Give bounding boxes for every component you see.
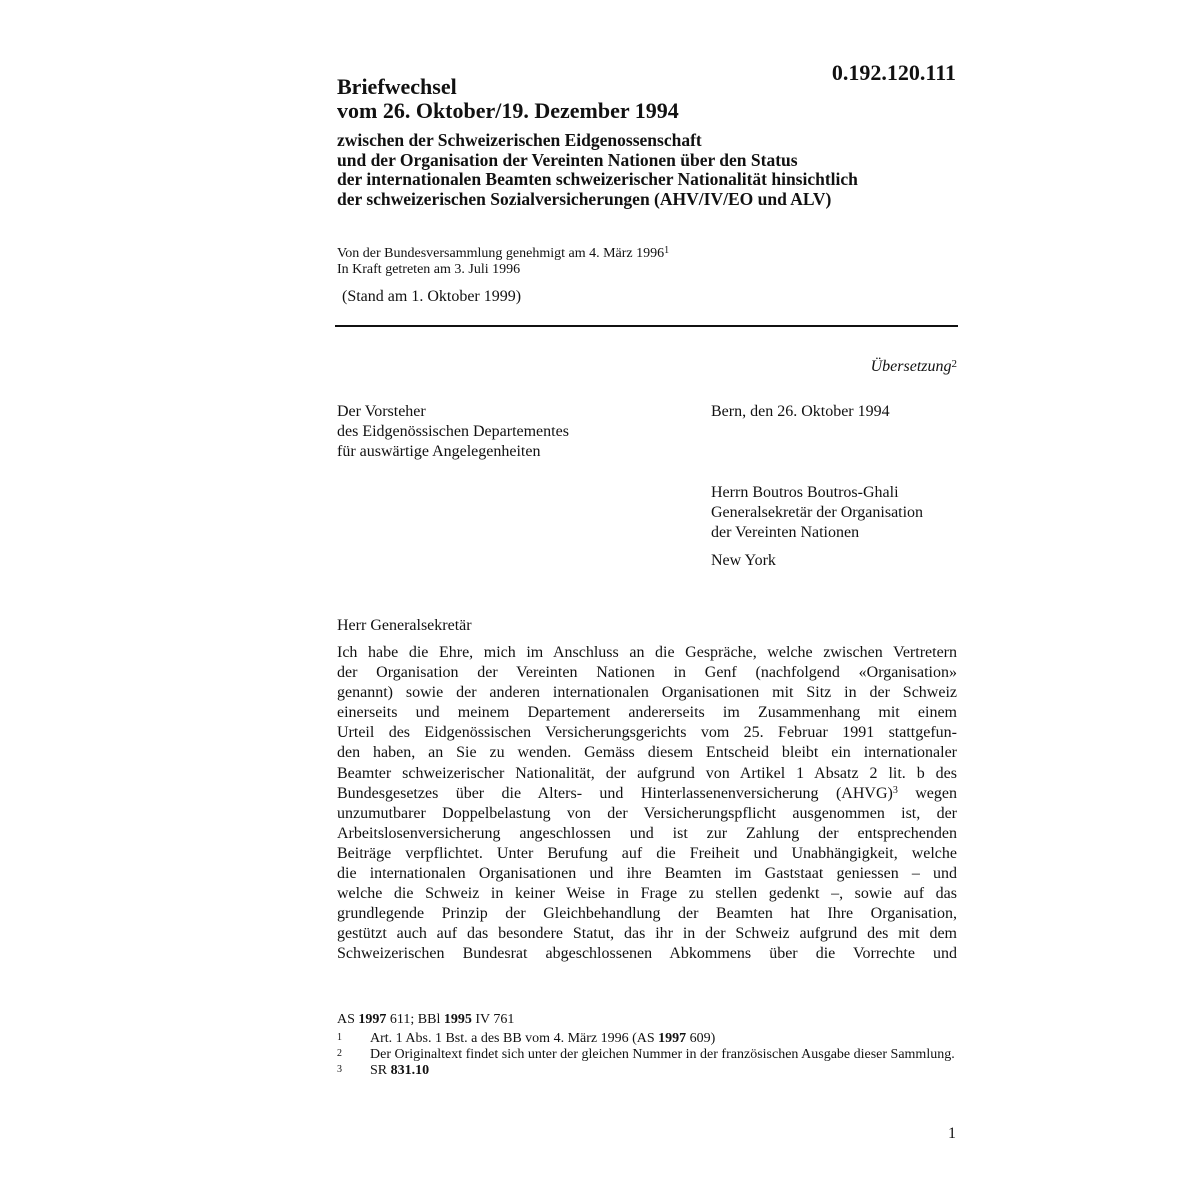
sender-block <box>337 402 677 462</box>
body-line: den haben, an Sie zu wenden. Gemäss diesem Entscheid bleibt ein internationaler <box>337 744 957 762</box>
footnote <box>337 1047 957 1063</box>
subtitle-line: zwischen der Schweizerischen Eidgenossenschaft <box>337 130 702 150</box>
footnote <box>337 1031 957 1047</box>
status-date: (Stand am 1. Oktober 1999) <box>342 288 522 305</box>
sr-number: 0.192.120.111 <box>831 60 956 85</box>
title-line: vom 26. Oktober/19. Dezember 1994 <box>337 98 679 123</box>
footnote-ref: 3 <box>892 784 898 796</box>
body-line: Schweizerischen Bundesrat abgeschlossenen Abkommens über die Vorrechte und <box>337 945 957 963</box>
footnote-number: 1 <box>337 1032 342 1043</box>
translation-note: Übersetzung$^2$ <box>870 358 957 375</box>
place-date: Bern, den 26. Oktober 1994 <box>711 403 890 420</box>
body-line: unzumutbarer Doppelbelastung von der Versicherungspflicht ausgenommen ist, der <box>337 804 957 822</box>
page-number: 1 <box>948 1125 956 1142</box>
body-line: genannt) sowie der anderen internationalen Organisationen mit Sitz in der Schweiz <box>337 684 957 702</box>
footnote-text: SR 831.10 <box>370 1063 430 1078</box>
source-reference: AS 1997 611; BBl 1995 IV 761 <box>337 1012 515 1027</box>
header-divider <box>335 325 958 327</box>
body-line: Beiträge verpflichtet. Unter Berufung auf die Freiheit und Unabhängigkeit, welche <box>337 844 957 862</box>
footnote-number: 2 <box>337 1048 342 1059</box>
footnote <box>337 1063 957 1079</box>
footnote-number: 3 <box>337 1064 342 1075</box>
approval-line: Von der Bundesversammlung genehmigt am 4. März 1996$^1$ <box>337 245 670 261</box>
sender-line: Der Vorsteher <box>337 403 426 420</box>
document-title <box>337 75 797 123</box>
recipient-line: Herrn Boutros Boutros-Ghali <box>711 484 899 501</box>
subtitle-line: der internationalen Beamten schweizerischer Nationalität hinsichtlich <box>337 169 858 189</box>
title-line: Briefwechsel <box>337 74 457 99</box>
body-line: der Organisation der Vereinten Nationen in Genf (nachfolgend «Organisation» <box>337 664 957 682</box>
recipient-block <box>711 483 961 571</box>
sender-line: des Eidgenössischen Departementes <box>337 423 569 440</box>
body-line: Urteil des Eidgenössischen Versicherungsgerichts vom 25. Februar 1991 stattgefun- <box>337 724 957 742</box>
document-subtitle <box>337 131 957 209</box>
recipient-line: der Vereinten Nationen <box>711 524 860 541</box>
approval-info <box>337 246 937 277</box>
recipient-city: New York <box>711 552 776 569</box>
letter-body <box>337 643 957 965</box>
body-line: einerseits und meinem Departement andererseits im Zusammenhang mit einem <box>337 704 957 722</box>
body-line: grundlegende Prinzip der Gleichbehandlung der Beamten hat Ihre Organisation, <box>337 905 957 923</box>
subtitle-line: der schweizerischen Sozialversicherungen (AHV/IV/EO und ALV) <box>337 188 832 209</box>
body-line: Arbeitslosenversicherung angeschlossen und ist zur Zahlung der entsprechenden <box>337 824 957 842</box>
in-force-line: In Kraft getreten am 3. Juli 1996 <box>337 261 521 277</box>
subtitle-line: und der Organisation der Vereinten Nationen über den Status <box>337 149 798 170</box>
recipient-line: Generalsekretär der Organisation <box>711 504 924 521</box>
sender-line: für auswärtige Angelegenheiten <box>337 443 541 460</box>
body-line: welche die Schweiz in keiner Weise in Frage zu stellen gedenkt –, sowie auf das <box>337 885 957 903</box>
salutation: Herr Generalsekretär <box>337 617 472 634</box>
footnote-text: Art. 1 Abs. 1 Bst. a des BB vom 4. März 1996 (AS 1997 609) <box>370 1031 716 1046</box>
body-line: Bundesgesetzes über die Alters- und Hinterlassenenversicherung (AHVG)$^3$ wegen <box>337 784 957 802</box>
body-line: Beamter schweizerischer Nationalität, der aufgrund von Artikel 1 Absatz 2 lit. b des <box>337 764 957 782</box>
footnote-ref: 1 <box>664 245 670 256</box>
footnote-text: Der Originaltext findet sich unter der gleichen Nummer in der französischen Ausgabe dieser Sammlung. <box>370 1047 955 1062</box>
footnotes <box>337 1012 957 1079</box>
footnote-ref: 2 <box>951 358 957 370</box>
body-line: gestützt auch auf das besondere Statut, das ihr in der Schweiz aufgrund des mit dem <box>337 925 957 943</box>
body-line: Ich habe die Ehre, mich im Anschluss an die Gespräche, welche zwischen Vertretern <box>337 644 957 661</box>
body-line: die internationalen Organisationen und ihre Beamten im Gaststaat geniessen – und <box>337 865 957 883</box>
